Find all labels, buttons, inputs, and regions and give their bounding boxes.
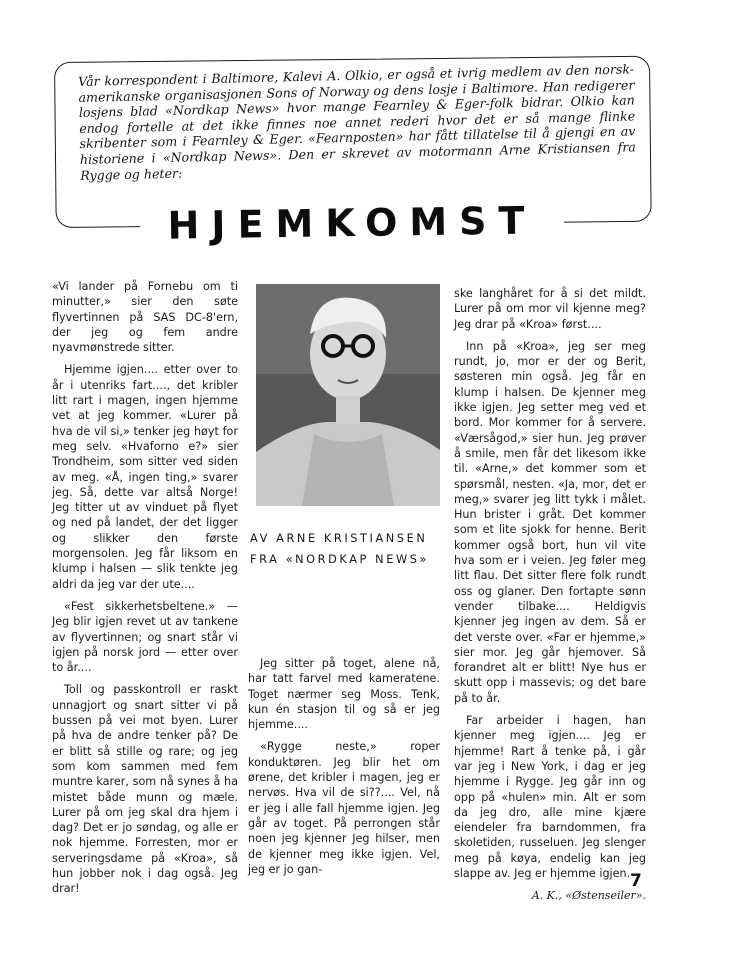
- signature: A. K., «Østenseiler».: [531, 889, 646, 903]
- author-portrait-illustration: [256, 284, 440, 506]
- article-title-wrap: [140, 197, 564, 249]
- byline-source: FRA «NORDKAP NEWS»: [250, 553, 429, 566]
- paragraph: Far arbeider i hagen, han kjenner meg igjen.... Jeg er hjemme! Rart å tenke på, i går var jeg i New York, i dag er jeg hjemme i Rygge. Jeg går inn og opp på «hulen» min. Alt er som da jeg dro, alle mine kjære eiendeler fra barndommen, fra skoletiden, russeluen. Jeg slenger meg på køya, endelig kan jeg slappe av. Jeg er hjemme igjen.: [454, 714, 646, 880]
- paragraph: «Rygge neste,» roper konduktøren. Jeg blir het om ørene, det kribler i magen, jeg er nervøs. Hva vil de si??.... Vel, nå er jeg i alle fall hjemme igjen. Jeg går av toget. På perrongen står noen jeg kjenner Jeg hilser, men de kjenner meg ikke igjen. Vel, jeg er jo gan-: [248, 740, 440, 876]
- author-photo: [256, 284, 440, 506]
- paragraph: «Vi lander på Fornebu om ti minutter,» sier den søte flyvertinnen på SAS DC-8'ern, der jeg og fem andre nyavmønstrede sitter.: [52, 280, 238, 355]
- paragraph: Jeg sitter på toget, alene nå, har tatt farvel med kameratene. Toget nærmer seg Moss. Tenk, kun én stasjon til og så er jeg hjemme....: [248, 657, 440, 732]
- article-title: HJEMKOMST: [167, 198, 537, 248]
- paragraph: Inn på «Kroa», jeg ser meg rundt, jo, mor er der og Berit, søsteren min også. Jeg får en klump i halsen. De kjenner meg ikke igjen. Jeg setter meg ved et bord. Mor kommer for å servere. «Værsågod,» sier hun. Jeg prøver å smile, men får det likesom ikke til. «Arne,» det kommer som et spørsmål, nesten. «Ja, mor, det er meg,» svarer jeg litt tykk i målet. Hun brister i gråt. Det kommer som et lite sjokk for henne. Berit kommer også bort, hun vil vite hva som er i veien. Jeg føler meg litt flau. Det sitter flere folk rundt oss og glaner. Den fortapte sønn vender tilbake.... Heldigvis kjenner jeg ingen av dem. Så er det verste over. «Far er hjemme,» sier mor. Jeg går hjemover. Så forandret alt er blitt! Nye hus er skutt opp i massevis; og det bare på to år.: [454, 339, 646, 705]
- paragraph: Toll og passkontroll er raskt unnagjort og snart sitter vi på bussen på vei mot byen. Lurer på hva de andre tenker på? De er blitt så stille og rare; og jeg som kom sammen med fem muntre karer, som nå synes å ha mistet både munn og mæle. Lurer på om jeg skal dra hjem i dag? Det er jo søndag, og alle er nok hjemme. Forresten, mor er serveringsdame på «Kroa», så hun jobber nok i dag også. Jeg drar!: [52, 683, 238, 896]
- article-column-3: [454, 286, 646, 904]
- article-column-2: [248, 656, 440, 884]
- article-column-1: [52, 279, 238, 904]
- paragraph: ske langhåret for å si det mildt. Lurer på om mor vil kjenne meg? Jeg drar på «Kroa» først....: [454, 287, 646, 331]
- page-number: 7: [630, 871, 642, 891]
- byline: [250, 528, 446, 570]
- paragraph: «Fest sikkerhetsbeltene.» — Jeg blir igjen revet ut av tankene av flyvertinnen; og snart står vi igjen på norsk jord — etter over to år....: [52, 599, 238, 675]
- paragraph: Hjemme igjen.... etter over to år i utenriks fart...., det kribler litt rart i magen, ingen hjemme vet at jeg kommer. «Lurer på hva de vil si,» tenker jeg høyt for meg selv. «Hvaforno e?» sier Trondheim, som sitter ved siden av meg. «Å, ingen ting,» svarer jeg. Så, dette var altså Norge! Jeg titter ut av vinduet på flyet og ned på landet, der det ligger og slikker den første morgensolen. Jeg får liksom en klump i halsen — slik tenkte jeg aldri da jeg var der ute....: [52, 363, 238, 591]
- intro-text: Vår korrespondent i Baltimore, Kalevi A. Olkio, er også et ivrig medlem av den norsk-amerikanske organisasjonen Sons of Norway og dens losje i Baltimore. Han redigerer losjens blad «Nordkap News» hvor mange Fearnley & Eger-folk bidrar. Olkio kan endog fortelle at det ikke finnes noe annet rederi hvor det er så mange flinke skribenter som i Fearnley & Eger. «Fearnposten» har fått tillatelse til å gjengi en av historiene i «Nordkap News». Den er skrevet av motormann Arne Kristiansen fra Rygge og heter:: [78, 61, 636, 183]
- byline-author: AV ARNE KRISTIANSEN: [250, 532, 428, 545]
